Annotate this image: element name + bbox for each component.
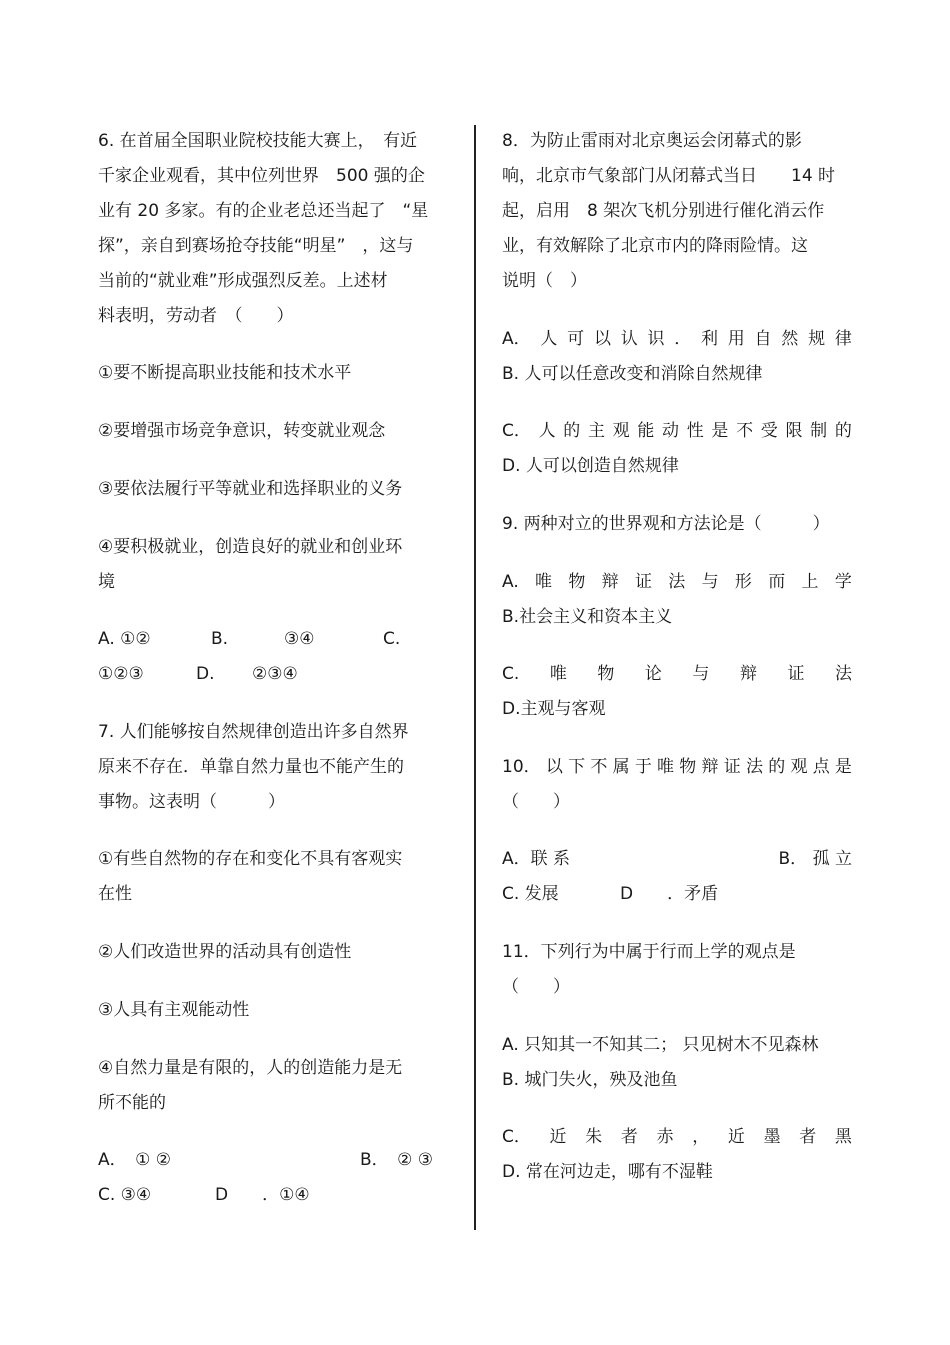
question-7-option-1: ①有些自然物的存在和变化不具有客观实 在性 xyxy=(98,849,403,904)
q6-answer-c-value: ①②③ xyxy=(98,664,144,684)
question-6-option-3: ③要依法履行平等就业和选择职业的义务 xyxy=(98,479,403,499)
q6-answer-b: B. xyxy=(211,629,229,649)
q7-answer-d: D ．①④ xyxy=(215,1185,310,1205)
question-7-option-4: ④自然力量是有限的，人的创造能力是无 所不能的 xyxy=(98,1058,403,1113)
question-6-stem: 6. 在首届全国职业院校技能大赛上， 有近 千家企业观看，其中位列世界 500 强的企 业有 20 多家。有的企业老总还当起了 “星 探”，亲自到赛场抢夺技能“明星” ，这与 当前的“就业难”形成强烈反差。上述材 料表明，劳动者 （ ） xyxy=(98,131,429,326)
question-9-options-cd xyxy=(502,657,852,727)
q8-option-d: D. 人可以创造自然规律 xyxy=(502,456,679,476)
q11-option-c: C． 近 朱 者 赤 ， 近 墨 者 黑 xyxy=(502,1127,852,1147)
question-11-stem: 11．下列行为中属于行而上学的观点是 （ ） xyxy=(502,942,796,997)
question-8-options-cd xyxy=(502,414,852,484)
q8-option-b: B. 人可以任意改变和消除自然规律 xyxy=(502,364,763,384)
q7-answer-c: C. ③④ xyxy=(98,1185,152,1205)
question-10-stem: 10． 以 下 不 属 于 唯 物 辩 证 法 的 观 点 是 （ ） xyxy=(502,757,852,812)
q9-option-d: D.主观与客观 xyxy=(502,699,606,719)
question-6-option-1: ①要不断提高职业技能和技术水平 xyxy=(98,363,352,383)
column-divider xyxy=(474,125,476,1230)
question-11-options-ab xyxy=(502,1028,852,1098)
q6-answer-d-value: ②③④ xyxy=(252,664,298,684)
question-7-stem: 7. 人们能够按自然规律创造出许多自然界 原来不存在．单靠自然力量也不能产生的 事物。这表明（ ） xyxy=(98,722,409,812)
question-9-stem: 9. 两种对立的世界观和方法论是（ ） xyxy=(502,514,830,534)
question-8-options-ab xyxy=(502,322,852,392)
q6-answer-d: D. xyxy=(196,664,215,684)
question-10-options xyxy=(502,842,852,912)
question-9-options-ab xyxy=(502,565,852,635)
q10-option-d: D ．矛盾 xyxy=(620,884,719,904)
q7-answer-b: B． ② ③ xyxy=(360,1150,434,1170)
question-8-stem: 8．为防止雷雨对北京奥运会闭幕式的影 响，北京市气象部门从闭幕式当日 14 时 起，启用 8 架次飞机分别进行催化消云作 业，有效解除了北京市内的降雨险情。这 说明（ ） xyxy=(502,131,836,291)
q10-option-c: C. 发展 xyxy=(502,884,559,904)
q9-option-b: B.社会主义和资本主义 xyxy=(502,607,673,627)
q7-answer-a: A． ① ② xyxy=(98,1150,172,1170)
q10-option-a: A．联 系 xyxy=(502,849,571,869)
question-6-option-4: ④要积极就业，创造良好的就业和创业环 境 xyxy=(98,537,403,592)
q10-option-b: B． 孤 立 xyxy=(778,849,852,869)
question-7-option-2: ②人们改造世界的活动具有创造性 xyxy=(98,942,352,962)
q6-answer-b-value: ③④ xyxy=(284,629,315,649)
q6-answer-c: C. xyxy=(383,629,401,649)
question-6-option-2: ②要增强市场竞争意识，转变就业观念 xyxy=(98,421,386,441)
q9-option-a: A. 唯 物 辩 证 法 与 形 而 上 学 xyxy=(502,572,852,592)
question-7-option-3: ③人具有主观能动性 xyxy=(98,1000,250,1020)
q9-option-c: C. 唯 物 论 与 辩 证 法 xyxy=(502,664,852,684)
question-6-answers xyxy=(98,622,448,692)
q11-option-d: D. 常在河边走，哪有不湿鞋 xyxy=(502,1162,713,1182)
q11-option-a: A. 只知其一不知其二； 只见树木不见森林 xyxy=(502,1035,819,1055)
q6-answer-a: A. ①② xyxy=(98,629,151,649)
q8-option-c: C． 人 的 主 观 能 动 性 是 不 受 限 制 的 xyxy=(502,421,852,441)
q11-option-b: B. 城门失火，殃及池鱼 xyxy=(502,1070,678,1090)
question-11-options-cd xyxy=(502,1120,852,1190)
q8-option-a: A． 人 可 以 认 识 ． 利 用 自 然 规 律 xyxy=(502,329,852,349)
question-7-answers xyxy=(98,1143,448,1213)
